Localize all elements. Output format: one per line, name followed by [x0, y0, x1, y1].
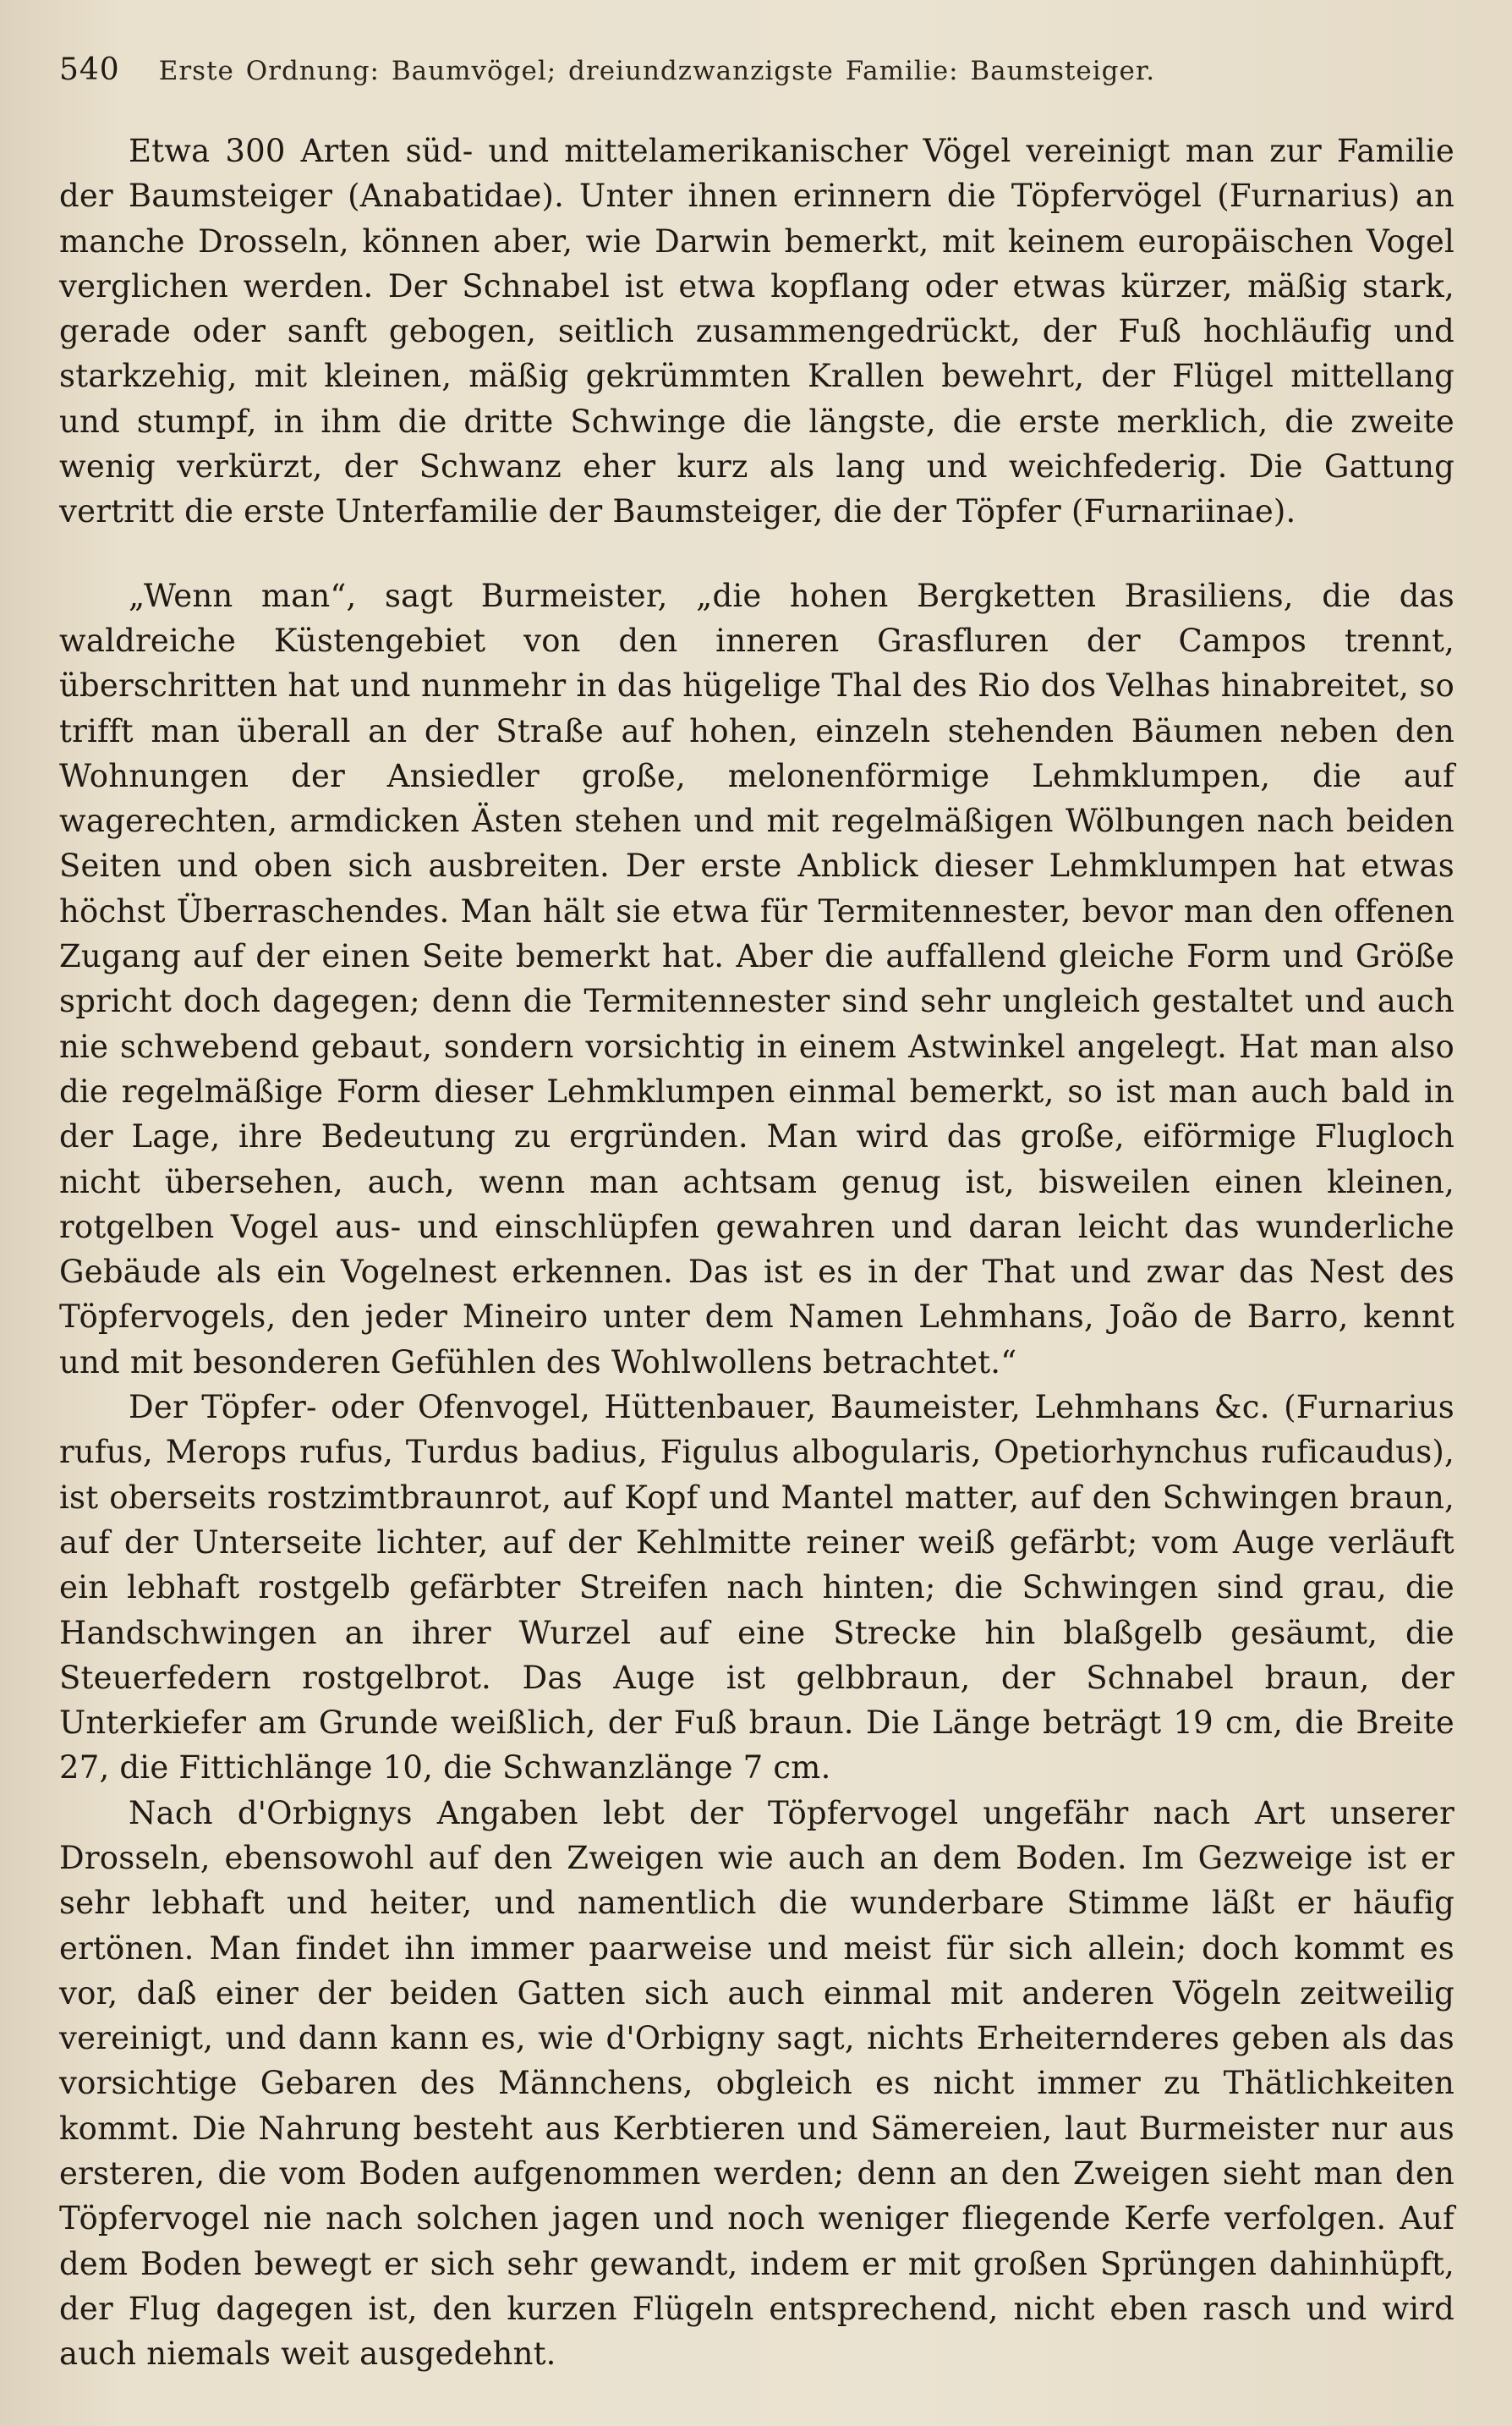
- page-number: 540: [59, 52, 120, 87]
- running-title: Erste Ordnung: Baumvögel; dreiundzwanzigste Familie: Baumsteiger.: [158, 56, 1156, 86]
- paragraph-species-description: Der Töpfer- oder Ofenvogel, Hüttenbauer, Baumeister, Lehmhans &c. (Furnarius rufus, Merops rufus, Turdus badius, Figulus albogularis, Opetiorhynchus ruficaudus), ist oberseits rostzimtbraunrot, auf Kopf und Mantel matter, auf den Schwingen braun, auf der Unterseite lichter, auf der Kehlmitte reiner weiß gefärbt; vom Auge verläuft ein lebhaft rostgelb gefärbter Streifen nach hinten; die Schwingen sind grau, die Handschwingen an ihrer Wurzel auf eine Strecke hin blaßgelb gesäumt, die Steuerfedern rostgelbrot. Das Auge ist gelbbraun, der Schnabel braun, der Unterkiefer am Grunde weißlich, der Fuß braun. Die Länge beträgt 19 cm, die Breite 27, die Fittichlänge 10, die Schwanzlänge 7 cm.: [59, 1389, 1454, 1787]
- body-text: [59, 129, 1454, 2377]
- paragraph-family-intro: Etwa 300 Arten süd- und mittelamerikanischer Vögel vereinigt man zur Familie der Baumsteiger (Anabatidae). Unter ihnen erinnern die Töpfervögel (Furnarius) an manche Drosseln, können aber, wie Darwin bemerkt, mit keinem europäischen Vogel verglichen werden. Der Schnabel ist etwa kopflang oder etwas kürzer, mäßig stark, gerade oder sanft gebogen, seitlich zusammengedrückt, der Fuß hochläufig und starkzehig, mit kleinen, mäßig gekrümmten Krallen bewehrt, der Flügel mittellang und stumpf, in ihm die dritte Schwinge die längste, die erste merklich, die zweite wenig verkürzt, der Schwanz eher kurz als lang und weichfederig. Die Gattung vertritt die erste Unterfamilie der Baumsteiger, die der Töpfer (Furnariinae).: [59, 133, 1454, 530]
- page-header: [59, 52, 1454, 103]
- paragraph-burmeister-quote: „Wenn man“, sagt Burmeister, „die hohen Bergketten Brasiliens, die das waldreiche Küstengebiet von den inneren Grasfluren der Campos trennt, überschritten hat und nunmehr in das hügelige Thal des Rio dos Velhas hinabreitet, so trifft man überall an der Straße auf hohen, einzeln stehenden Bäumen neben den Wohnungen der Ansiedler große, melonenförmige Lehmklumpen, die auf wagerechten, armdicken Ästen stehen und mit regelmäßigen Wölbungen nach beiden Seiten und oben sich ausbreiten. Der erste Anblick dieser Lehmklumpen hat etwas höchst Überraschendes. Man hält sie etwa für Termitennester, bevor man den offenen Zugang auf der einen Seite bemerkt hat. Aber die auffallend gleiche Form und Größe spricht doch dagegen; denn die Termitennester sind sehr ungleich gestaltet und auch nie schwebend gebaut, sondern vorsichtig in einem Astwinkel angelegt. Hat man also die regelmäßige Form dieser Lehmklumpen einmal bemerkt, so ist man auch bald in der Lage, ihre Bedeutung zu ergründen. Man wird das große, eiförmige Flugloch nicht übersehen, auch, wenn man achtsam genug ist, bisweilen einen kleinen, rotgelben Vogel aus- und einschlüpfen gewahren und daran leicht das wunderliche Gebäude als ein Vogelnest erkennen. Das ist es in der That und zwar das Nest des Töpfervogels, den jeder Mineiro unter dem Namen Lehmhans, João de Barro, kennt und mit besonderen Gefühlen des Wohlwollens betrachtet.“: [59, 577, 1454, 1380]
- paragraph-behavior: Nach d'Orbignys Angaben lebt der Töpfervogel ungefähr nach Art unserer Drosseln, ebensowohl auf den Zweigen wie auch an dem Boden. Im Gezweige ist er sehr lebhaft und heiter, und namentlich die wunderbare Stimme läßt er häufig ertönen. Man findet ihn immer paarweise und meist für sich allein; doch kommt es vor, daß einer der beiden Gatten sich auch einmal mit anderen Vögeln zeitweilig vereinigt, und dann kann es, wie d'Orbigny sagt, nichts Erheiternderes geben als das vorsichtige Gebaren des Männchens, obgleich es nicht immer zu Thätlichkeiten kommt. Die Nahrung besteht aus Kerbtieren und Sämereien, laut Burmeister nur aus ersteren, die vom Boden aufgenommen werden; denn an den Zweigen sieht man den Töpfervogel nie nach solchen jagen und noch weniger fliegende Kerfe verfolgen. Auf dem Boden bewegt er sich sehr gewandt, indem er mit großen Sprüngen dahinhüpft, der Flug dagegen ist, den kurzen Flügeln entsprechend, nicht eben rasch und wird auch niemals weit ausgedehnt.: [59, 1794, 1454, 2373]
